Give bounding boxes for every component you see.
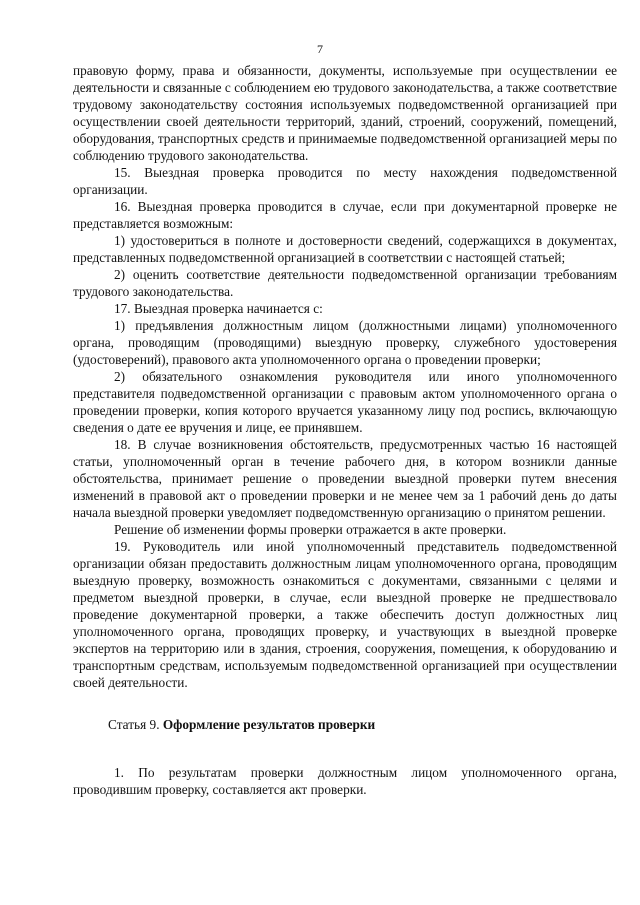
paragraph-17-item-2: 2) обязательного ознакомления руководителя или иного уполномоченного представителя подведомственной организации с правовым актом уполномоченного органа о проведении проверки, копия которого вручается указанному лицу под роспись, включающую сведения о дате ее вручения и лице, ее принявшем. xyxy=(73,369,617,435)
paragraph-19: 19. Руководитель или иной уполномоченный представитель подведомственной организации обязан предоставить должностным лицам уполномоченного органа, проводящим выездную проверку, возможность ознакомиться с документами, связанными с целями и предметом выездной проверки, в случае, если выездной проверке не предшествовало проведение документарной проверки, а также обеспечить доступ должностных лиц уполномоченного органа, проводящих проверку, и участвующих в выездной проверке экспертов на территорию или в здания, строения, сооружения, помещения, к оборудованию и транспортным средствам, используемым подведомственной организацией при осуществлении своей деятельности. xyxy=(73,539,617,690)
paragraph-16: 16. Выездная проверка проводится в случае, если при документарной проверке не представляется возможным: xyxy=(73,199,617,231)
paragraph-18: 18. В случае возникновения обстоятельств, предусмотренных частью 16 настоящей статьи, уполномоченный орган в течение рабочего дня, в котором возникли данные обстоятельства, принимает решение о проведении выездной проверки путем внесения изменений в правовой акт о проведении проверки и не менее чем за 1 рабочий день до даты начала выездной проверки уведомляет подведомственную организацию о принятом решении. xyxy=(73,437,617,520)
article-heading xyxy=(73,716,617,733)
page-number: 7 xyxy=(317,42,323,56)
paragraph-17: 17. Выездная проверка начинается с: xyxy=(114,301,323,316)
paragraph-15: 15. Выездная проверка проводится по месту нахождения подведомственной организации. xyxy=(73,165,617,197)
document-body xyxy=(73,62,617,798)
paragraph-16-item-1: 1) удостовериться в полноте и достоверности сведений, содержащихся в документах, представленных подведомственной организацией в соответствии с настоящей статьей; xyxy=(73,233,617,265)
article-9-paragraph-1: 1. По результатам проверки должностным лицом уполномоченного органа, проводившим проверку, составляется акт проверки. xyxy=(73,765,617,797)
paragraph-18-note: Решение об изменении формы проверки отражается в акте проверки. xyxy=(114,522,507,537)
article-title: Оформление результатов проверки xyxy=(162,717,376,732)
paragraph-17-item-1: 1) предъявления должностным лицом (должностными лицами) уполномоченного органа, проводящим (проводящими) выездную проверку, служебного удостоверения (удостоверений), правового акта уполномоченного органа о проведении проверки; xyxy=(73,318,617,367)
article-prefix: Статья 9. xyxy=(108,717,163,732)
paragraph-16-item-2: 2) оценить соответствие деятельности подведомственной организации требованиям трудового законодательства. xyxy=(73,267,617,299)
paragraph-continuation: правовую форму, права и обязанности, документы, используемые при осуществлении ее деятельности и связанные с соблюдением ею трудового законодательства, а также соответствие трудовому законодательству состояния используемых подведомственной организацией при осуществлении своей деятельности территорий, зданий, строений, сооружений, помещений, оборудования, транспортных средств и принимаемые подведомственной организацией меры по соблюдению трудового законодательства. xyxy=(73,63,617,163)
